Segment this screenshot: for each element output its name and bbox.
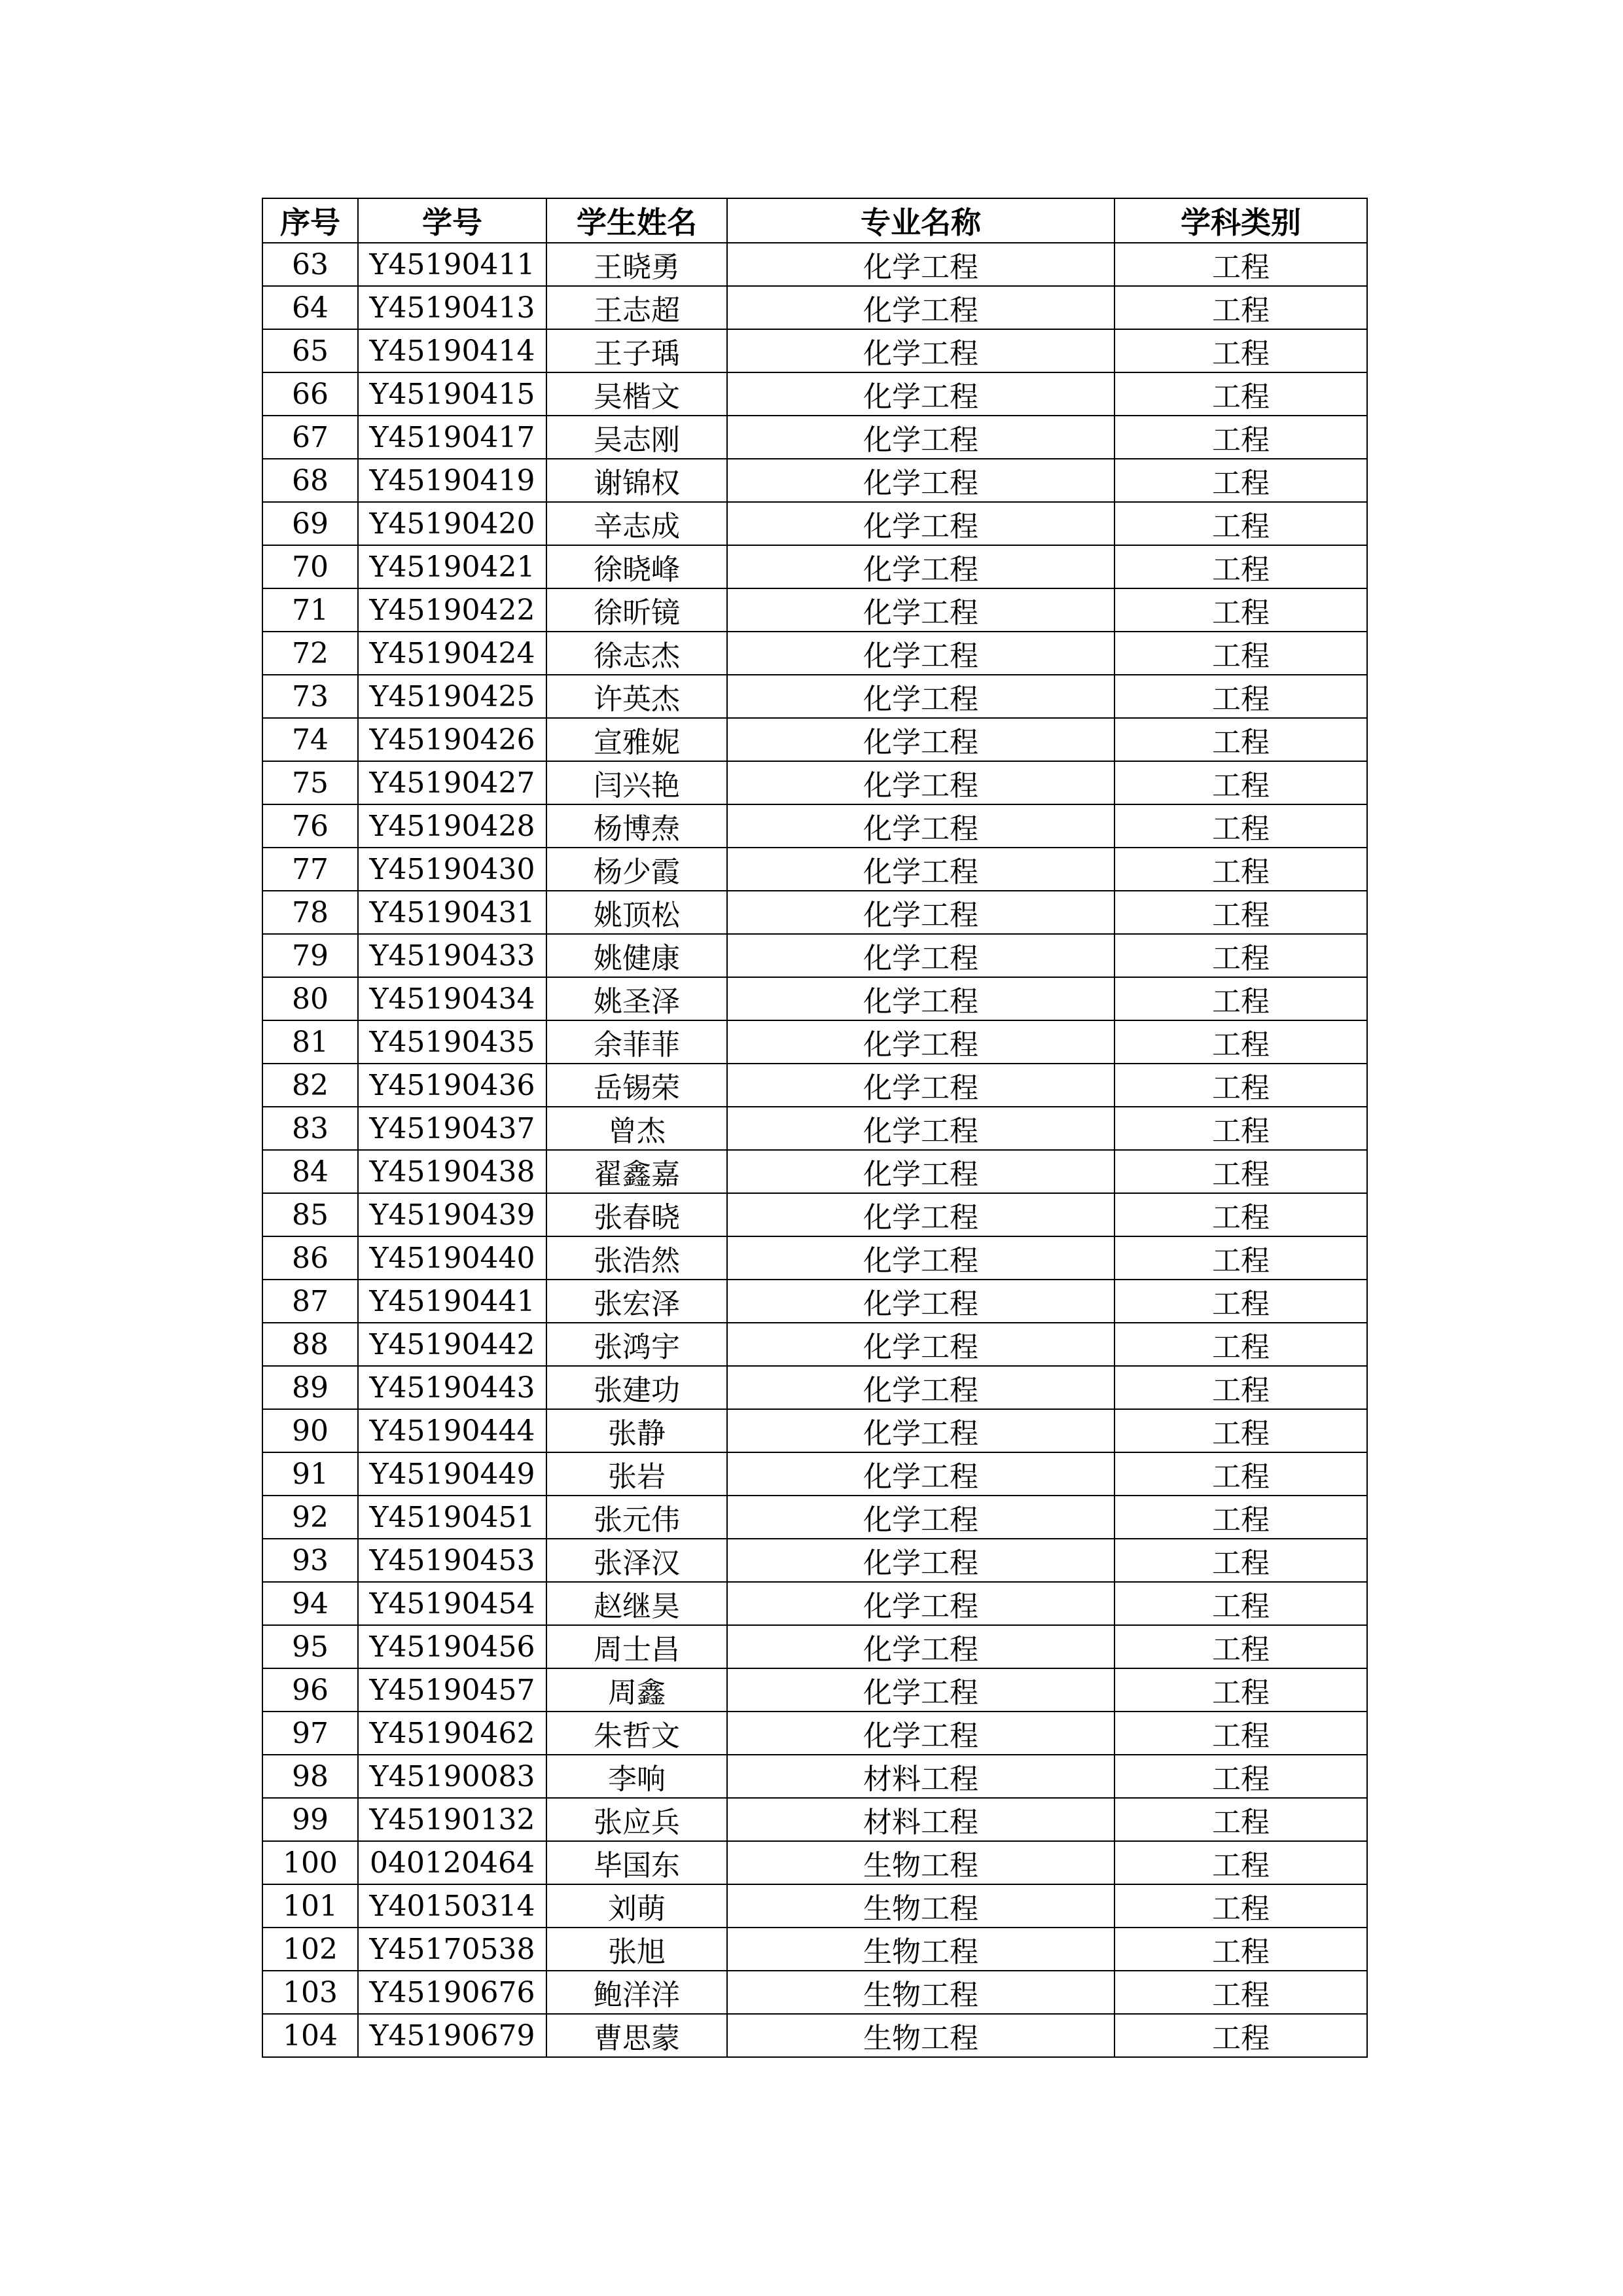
cell-major: 化学工程 <box>727 848 1115 891</box>
cell-student-id: Y45190434 <box>358 977 546 1020</box>
cell-student-name: 曹思蒙 <box>546 2014 727 2057</box>
table-body <box>262 243 1367 2057</box>
cell-student-name: 谢锦权 <box>546 459 727 502</box>
cell-student-id: Y45190453 <box>358 1539 546 1582</box>
table-row <box>262 804 1367 848</box>
cell-seq: 72 <box>262 632 358 675</box>
cell-category: 工程 <box>1115 1668 1367 1712</box>
cell-major: 化学工程 <box>727 588 1115 632</box>
cell-student-name: 岳锡荣 <box>546 1064 727 1107</box>
cell-major: 生物工程 <box>727 1971 1115 2014</box>
cell-seq: 87 <box>262 1280 358 1323</box>
cell-student-id: Y45190417 <box>358 416 546 459</box>
cell-major: 化学工程 <box>727 761 1115 804</box>
table-row <box>262 1582 1367 1625</box>
cell-seq: 100 <box>262 1841 358 1884</box>
cell-student-id: Y45190441 <box>358 1280 546 1323</box>
cell-seq: 89 <box>262 1366 358 1409</box>
cell-seq: 79 <box>262 934 358 977</box>
cell-seq: 66 <box>262 372 358 416</box>
cell-student-id: Y45190428 <box>358 804 546 848</box>
cell-category: 工程 <box>1115 891 1367 934</box>
cell-student-name: 姚圣泽 <box>546 977 727 1020</box>
table-row <box>262 675 1367 718</box>
cell-seq: 101 <box>262 1884 358 1928</box>
cell-student-name: 姚顶松 <box>546 891 727 934</box>
cell-category: 工程 <box>1115 1107 1367 1150</box>
cell-major: 生物工程 <box>727 2014 1115 2057</box>
cell-major: 化学工程 <box>727 1107 1115 1150</box>
cell-student-name: 徐昕镜 <box>546 588 727 632</box>
cell-major: 化学工程 <box>727 1280 1115 1323</box>
cell-major: 化学工程 <box>727 804 1115 848</box>
cell-category: 工程 <box>1115 243 1367 286</box>
cell-seq: 99 <box>262 1798 358 1841</box>
cell-seq: 76 <box>262 804 358 848</box>
cell-major: 生物工程 <box>727 1928 1115 1971</box>
student-roster-table <box>262 198 1368 2058</box>
table-row <box>262 2014 1367 2057</box>
cell-student-name: 徐晓峰 <box>546 545 727 588</box>
cell-student-id: Y45190425 <box>358 675 546 718</box>
cell-major: 化学工程 <box>727 1236 1115 1280</box>
cell-student-id: Y45190083 <box>358 1755 546 1798</box>
cell-category: 工程 <box>1115 1193 1367 1236</box>
table-row <box>262 1323 1367 1366</box>
header-major: 专业名称 <box>727 198 1115 243</box>
cell-seq: 94 <box>262 1582 358 1625</box>
cell-seq: 65 <box>262 329 358 372</box>
cell-category: 工程 <box>1115 1280 1367 1323</box>
cell-student-name: 张鸿宇 <box>546 1323 727 1366</box>
cell-student-id: Y45190456 <box>358 1625 546 1668</box>
cell-category: 工程 <box>1115 1798 1367 1841</box>
cell-major: 化学工程 <box>727 416 1115 459</box>
cell-student-name: 姚健康 <box>546 934 727 977</box>
cell-student-name: 李响 <box>546 1755 727 1798</box>
cell-category: 工程 <box>1115 588 1367 632</box>
cell-major: 化学工程 <box>727 329 1115 372</box>
cell-seq: 102 <box>262 1928 358 1971</box>
cell-category: 工程 <box>1115 1884 1367 1928</box>
table-row <box>262 372 1367 416</box>
cell-seq: 73 <box>262 675 358 718</box>
table-row <box>262 286 1367 329</box>
cell-category: 工程 <box>1115 1712 1367 1755</box>
cell-major: 化学工程 <box>727 1409 1115 1452</box>
table-row <box>262 934 1367 977</box>
cell-seq: 96 <box>262 1668 358 1712</box>
table-row <box>262 1712 1367 1755</box>
cell-major: 化学工程 <box>727 1452 1115 1496</box>
cell-seq: 71 <box>262 588 358 632</box>
header-student-id: 学号 <box>358 198 546 243</box>
cell-student-id: Y45190439 <box>358 1193 546 1236</box>
cell-category: 工程 <box>1115 1064 1367 1107</box>
cell-category: 工程 <box>1115 1020 1367 1064</box>
cell-category: 工程 <box>1115 1755 1367 1798</box>
cell-student-name: 张应兵 <box>546 1798 727 1841</box>
cell-major: 化学工程 <box>727 286 1115 329</box>
cell-category: 工程 <box>1115 1971 1367 2014</box>
cell-category: 工程 <box>1115 286 1367 329</box>
cell-student-name: 张宏泽 <box>546 1280 727 1323</box>
cell-seq: 93 <box>262 1539 358 1582</box>
cell-student-id: Y45190411 <box>358 243 546 286</box>
cell-student-id: Y45190424 <box>358 632 546 675</box>
table-row <box>262 1496 1367 1539</box>
cell-category: 工程 <box>1115 1496 1367 1539</box>
cell-major: 化学工程 <box>727 1539 1115 1582</box>
cell-major: 化学工程 <box>727 1712 1115 1755</box>
cell-category: 工程 <box>1115 2014 1367 2057</box>
cell-student-id: Y45190676 <box>358 1971 546 2014</box>
table-row <box>262 1928 1367 1971</box>
cell-student-name: 张静 <box>546 1409 727 1452</box>
cell-seq: 84 <box>262 1150 358 1193</box>
cell-seq: 95 <box>262 1625 358 1668</box>
cell-student-name: 翟鑫嘉 <box>546 1150 727 1193</box>
cell-category: 工程 <box>1115 848 1367 891</box>
cell-student-id: Y45190451 <box>358 1496 546 1539</box>
cell-category: 工程 <box>1115 934 1367 977</box>
cell-student-name: 张建功 <box>546 1366 727 1409</box>
cell-student-name: 张泽汉 <box>546 1539 727 1582</box>
cell-major: 化学工程 <box>727 977 1115 1020</box>
cell-major: 化学工程 <box>727 502 1115 545</box>
table-row <box>262 1150 1367 1193</box>
cell-major: 化学工程 <box>727 675 1115 718</box>
table-row <box>262 416 1367 459</box>
cell-seq: 97 <box>262 1712 358 1755</box>
cell-major: 化学工程 <box>727 718 1115 761</box>
table-row <box>262 1798 1367 1841</box>
cell-student-id: Y45190679 <box>358 2014 546 2057</box>
cell-category: 工程 <box>1115 804 1367 848</box>
cell-seq: 74 <box>262 718 358 761</box>
cell-student-name: 吴志刚 <box>546 416 727 459</box>
cell-student-id: Y45190132 <box>358 1798 546 1841</box>
cell-category: 工程 <box>1115 329 1367 372</box>
cell-seq: 90 <box>262 1409 358 1452</box>
cell-student-id: Y45190444 <box>358 1409 546 1452</box>
cell-major: 材料工程 <box>727 1755 1115 1798</box>
cell-student-id: Y45190430 <box>358 848 546 891</box>
table-row <box>262 761 1367 804</box>
cell-student-name: 曾杰 <box>546 1107 727 1150</box>
cell-major: 化学工程 <box>727 372 1115 416</box>
cell-student-id: Y45190426 <box>358 718 546 761</box>
cell-seq: 67 <box>262 416 358 459</box>
cell-category: 工程 <box>1115 372 1367 416</box>
cell-student-id: Y45190440 <box>358 1236 546 1280</box>
cell-category: 工程 <box>1115 1539 1367 1582</box>
cell-student-id: Y45190454 <box>358 1582 546 1625</box>
cell-major: 化学工程 <box>727 1625 1115 1668</box>
cell-seq: 64 <box>262 286 358 329</box>
cell-student-name: 杨少霞 <box>546 848 727 891</box>
cell-seq: 78 <box>262 891 358 934</box>
header-seq: 序号 <box>262 198 358 243</box>
cell-category: 工程 <box>1115 416 1367 459</box>
table-row <box>262 1668 1367 1712</box>
cell-category: 工程 <box>1115 1625 1367 1668</box>
cell-major: 化学工程 <box>727 1193 1115 1236</box>
cell-student-id: Y45190431 <box>358 891 546 934</box>
table-row <box>262 1841 1367 1884</box>
cell-seq: 68 <box>262 459 358 502</box>
table-row <box>262 1409 1367 1452</box>
cell-major: 化学工程 <box>727 1020 1115 1064</box>
cell-seq: 85 <box>262 1193 358 1236</box>
cell-student-name: 鲍洋洋 <box>546 1971 727 2014</box>
cell-major: 化学工程 <box>727 545 1115 588</box>
cell-student-name: 徐志杰 <box>546 632 727 675</box>
cell-seq: 104 <box>262 2014 358 2057</box>
cell-category: 工程 <box>1115 675 1367 718</box>
cell-seq: 86 <box>262 1236 358 1280</box>
table-row <box>262 1539 1367 1582</box>
cell-major: 化学工程 <box>727 632 1115 675</box>
cell-student-name: 吴楷文 <box>546 372 727 416</box>
cell-student-id: Y45190437 <box>358 1107 546 1150</box>
table-row <box>262 632 1367 675</box>
cell-major: 化学工程 <box>727 1582 1115 1625</box>
table-row <box>262 1280 1367 1323</box>
cell-category: 工程 <box>1115 761 1367 804</box>
cell-seq: 92 <box>262 1496 358 1539</box>
cell-seq: 70 <box>262 545 358 588</box>
header-category: 学科类别 <box>1115 198 1367 243</box>
cell-student-id: Y45190420 <box>358 502 546 545</box>
cell-student-id: Y45190462 <box>358 1712 546 1755</box>
table-row <box>262 891 1367 934</box>
cell-major: 化学工程 <box>727 243 1115 286</box>
cell-seq: 88 <box>262 1323 358 1366</box>
cell-student-name: 周士昌 <box>546 1625 727 1668</box>
cell-student-name: 张春晓 <box>546 1193 727 1236</box>
cell-category: 工程 <box>1115 1582 1367 1625</box>
cell-student-name: 张浩然 <box>546 1236 727 1280</box>
cell-seq: 63 <box>262 243 358 286</box>
table-row <box>262 1971 1367 2014</box>
cell-category: 工程 <box>1115 632 1367 675</box>
table-row <box>262 459 1367 502</box>
cell-student-id: Y45190442 <box>358 1323 546 1366</box>
cell-student-id: Y45190415 <box>358 372 546 416</box>
cell-student-id: Y45190438 <box>358 1150 546 1193</box>
table-row <box>262 1193 1367 1236</box>
table-row <box>262 588 1367 632</box>
cell-major: 生物工程 <box>727 1841 1115 1884</box>
cell-student-id: 040120464 <box>358 1841 546 1884</box>
cell-seq: 82 <box>262 1064 358 1107</box>
cell-seq: 80 <box>262 977 358 1020</box>
cell-student-id: Y45190433 <box>358 934 546 977</box>
cell-student-id: Y45170538 <box>358 1928 546 1971</box>
cell-major: 化学工程 <box>727 1064 1115 1107</box>
cell-category: 工程 <box>1115 1841 1367 1884</box>
cell-major: 化学工程 <box>727 1366 1115 1409</box>
cell-student-name: 辛志成 <box>546 502 727 545</box>
cell-category: 工程 <box>1115 1323 1367 1366</box>
table-row <box>262 1625 1367 1668</box>
cell-category: 工程 <box>1115 1409 1367 1452</box>
cell-student-name: 杨博焘 <box>546 804 727 848</box>
cell-category: 工程 <box>1115 1366 1367 1409</box>
cell-category: 工程 <box>1115 718 1367 761</box>
table-row <box>262 329 1367 372</box>
cell-major: 化学工程 <box>727 934 1115 977</box>
cell-seq: 91 <box>262 1452 358 1496</box>
cell-major: 化学工程 <box>727 1323 1115 1366</box>
cell-student-id: Y45190435 <box>358 1020 546 1064</box>
table-row <box>262 1452 1367 1496</box>
cell-seq: 81 <box>262 1020 358 1064</box>
cell-student-name: 宣雅妮 <box>546 718 727 761</box>
cell-student-id: Y45190414 <box>358 329 546 372</box>
cell-student-id: Y40150314 <box>358 1884 546 1928</box>
cell-major: 生物工程 <box>727 1884 1115 1928</box>
cell-student-name: 刘萌 <box>546 1884 727 1928</box>
table-row <box>262 848 1367 891</box>
table-row <box>262 545 1367 588</box>
cell-student-name: 毕国东 <box>546 1841 727 1884</box>
cell-student-name: 赵继昊 <box>546 1582 727 1625</box>
cell-student-name: 周鑫 <box>546 1668 727 1712</box>
cell-student-name: 闫兴艳 <box>546 761 727 804</box>
table-header-row <box>262 198 1367 243</box>
cell-category: 工程 <box>1115 545 1367 588</box>
cell-seq: 98 <box>262 1755 358 1798</box>
table-row <box>262 1236 1367 1280</box>
cell-major: 化学工程 <box>727 1150 1115 1193</box>
cell-category: 工程 <box>1115 1150 1367 1193</box>
cell-student-id: Y45190422 <box>358 588 546 632</box>
cell-seq: 83 <box>262 1107 358 1150</box>
cell-major: 化学工程 <box>727 891 1115 934</box>
cell-seq: 77 <box>262 848 358 891</box>
table-row <box>262 718 1367 761</box>
cell-student-name: 余菲菲 <box>546 1020 727 1064</box>
cell-major: 材料工程 <box>727 1798 1115 1841</box>
cell-student-name: 张岩 <box>546 1452 727 1496</box>
cell-category: 工程 <box>1115 1236 1367 1280</box>
cell-seq: 103 <box>262 1971 358 2014</box>
cell-student-name: 朱哲文 <box>546 1712 727 1755</box>
cell-major: 化学工程 <box>727 459 1115 502</box>
table-row <box>262 502 1367 545</box>
table-row <box>262 243 1367 286</box>
table-row <box>262 1884 1367 1928</box>
cell-category: 工程 <box>1115 1928 1367 1971</box>
cell-student-id: Y45190419 <box>358 459 546 502</box>
cell-student-id: Y45190421 <box>358 545 546 588</box>
cell-category: 工程 <box>1115 1452 1367 1496</box>
header-student-name: 学生姓名 <box>546 198 727 243</box>
table-row <box>262 1020 1367 1064</box>
table-row <box>262 977 1367 1020</box>
cell-student-id: Y45190457 <box>358 1668 546 1712</box>
cell-student-id: Y45190443 <box>358 1366 546 1409</box>
table-row <box>262 1064 1367 1107</box>
cell-student-id: Y45190427 <box>358 761 546 804</box>
table-row <box>262 1755 1367 1798</box>
cell-student-id: Y45190436 <box>358 1064 546 1107</box>
cell-student-name: 张旭 <box>546 1928 727 1971</box>
cell-student-id: Y45190413 <box>358 286 546 329</box>
cell-student-id: Y45190449 <box>358 1452 546 1496</box>
cell-category: 工程 <box>1115 459 1367 502</box>
cell-category: 工程 <box>1115 977 1367 1020</box>
cell-student-name: 王子瑀 <box>546 329 727 372</box>
cell-student-name: 许英杰 <box>546 675 727 718</box>
cell-category: 工程 <box>1115 502 1367 545</box>
cell-student-name: 王晓勇 <box>546 243 727 286</box>
cell-seq: 75 <box>262 761 358 804</box>
table-row <box>262 1107 1367 1150</box>
cell-major: 化学工程 <box>727 1668 1115 1712</box>
cell-seq: 69 <box>262 502 358 545</box>
cell-major: 化学工程 <box>727 1496 1115 1539</box>
table-row <box>262 1366 1367 1409</box>
cell-student-name: 王志超 <box>546 286 727 329</box>
cell-student-name: 张元伟 <box>546 1496 727 1539</box>
